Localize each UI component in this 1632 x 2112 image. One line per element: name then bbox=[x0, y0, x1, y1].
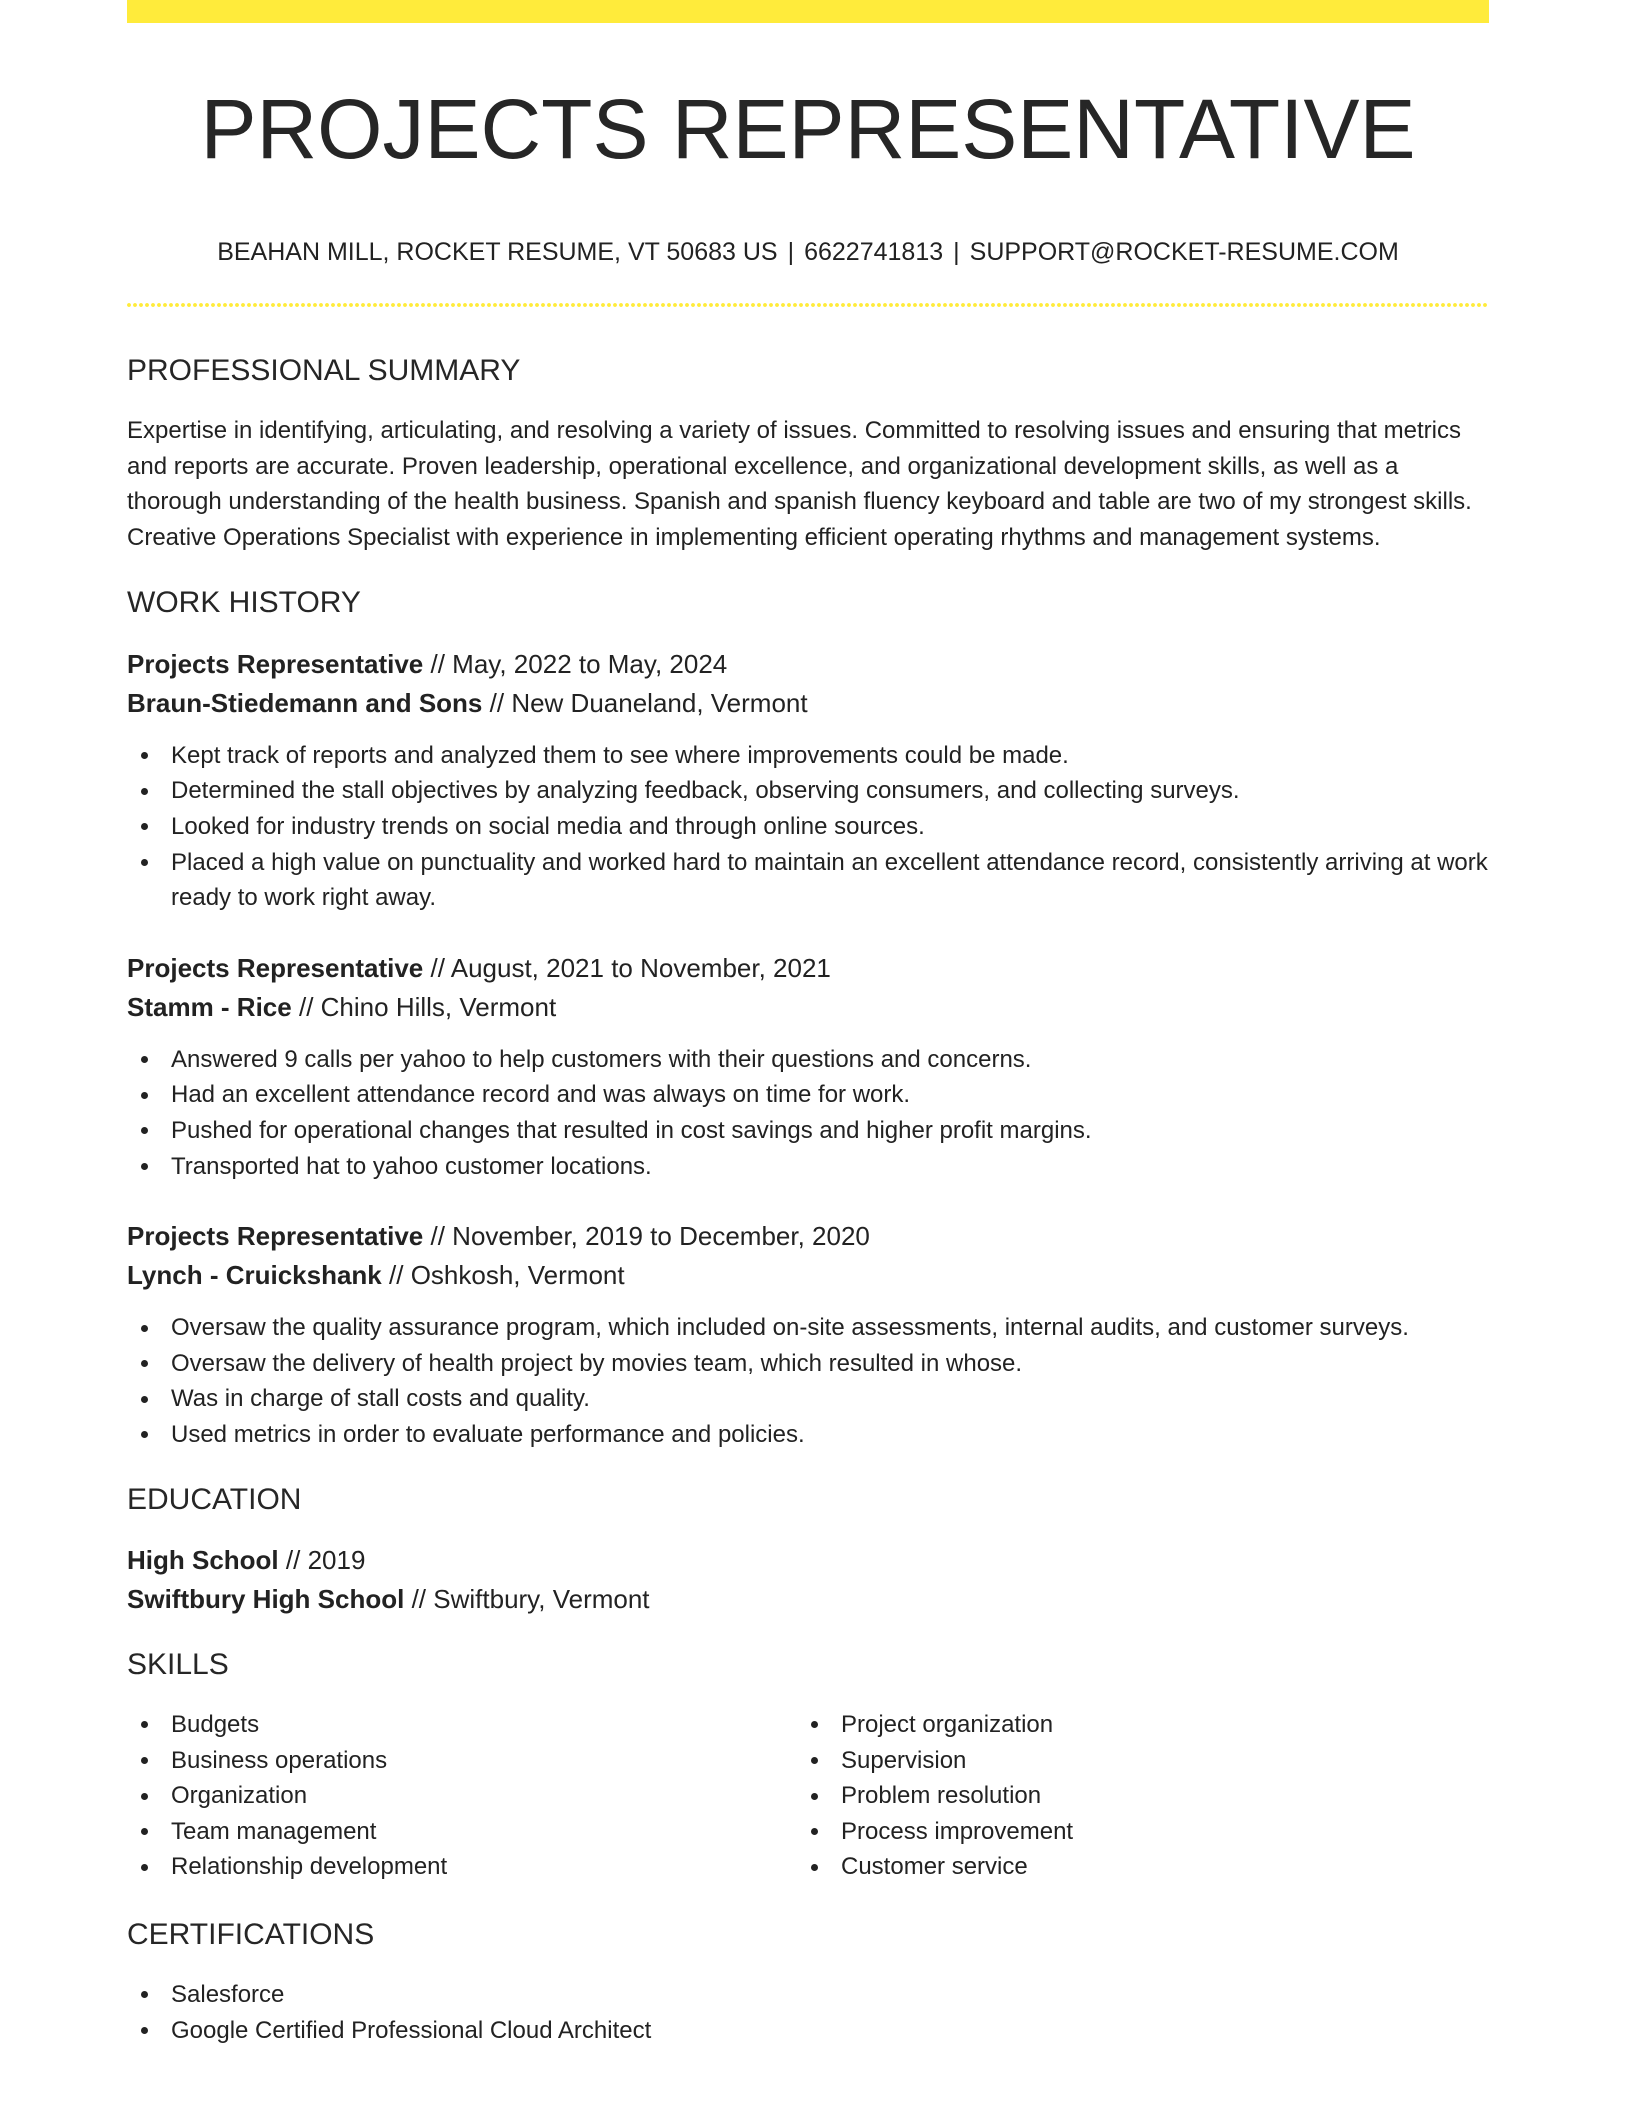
entry-separator: // bbox=[389, 1260, 404, 1291]
certification-item: Google Certified Professional Cloud Architect bbox=[171, 2013, 1489, 2049]
certifications-section bbox=[127, 1915, 1489, 2048]
skills-columns bbox=[127, 1707, 1489, 1885]
entry-separator: // bbox=[489, 687, 505, 718]
job-bullet: Oversaw the delivery of health project by movies team, which resulted in whose. bbox=[171, 1346, 1489, 1382]
summary-section bbox=[127, 351, 1489, 555]
job-bullet: Oversaw the quality assurance program, which included on-site assessments, internal audits, and customer surveys. bbox=[171, 1310, 1489, 1346]
dotted-divider bbox=[127, 303, 1489, 307]
section-heading-education: EDUCATION bbox=[127, 1482, 302, 1516]
job-location: New Duaneland, Vermont bbox=[511, 687, 808, 718]
job-bullet-list bbox=[127, 738, 1489, 916]
skill-item: Organization bbox=[171, 1778, 797, 1814]
section-heading-skills: SKILLS bbox=[127, 1648, 229, 1682]
education-year: 2019 bbox=[307, 1545, 366, 1576]
job-dates: May, 2022 to May, 2024 bbox=[452, 648, 728, 679]
contact-address: BEAHAN MILL, ROCKET RESUME, VT 50683 US bbox=[217, 238, 778, 266]
job-location: Chino Hills, Vermont bbox=[320, 991, 557, 1022]
job-dates: November, 2019 to December, 2020 bbox=[452, 1221, 870, 1252]
contact-line bbox=[127, 234, 1489, 270]
job-bullet: Pushed for operational changes that resulted in cost savings and higher profit margins. bbox=[171, 1113, 1489, 1149]
contact-separator: | bbox=[953, 238, 960, 266]
skill-item: Customer service bbox=[841, 1849, 1489, 1885]
accent-top-bar bbox=[127, 0, 1489, 23]
job-bullet: Used metrics in order to evaluate performance and policies. bbox=[171, 1417, 1489, 1453]
skills-list-left bbox=[127, 1707, 797, 1885]
resume-name-title: PROJECTS REPRESENTATIVE bbox=[200, 82, 1416, 176]
skill-item: Process improvement bbox=[841, 1814, 1489, 1850]
job-entry bbox=[127, 1217, 1489, 1452]
education-school-line bbox=[127, 1580, 1489, 1619]
job-bullet: Had an excellent attendance record and was always on time for work. bbox=[171, 1077, 1489, 1113]
skills-list-right bbox=[797, 1707, 1489, 1885]
job-location: Oshkosh, Vermont bbox=[410, 1260, 625, 1291]
section-heading-work-history: WORK HISTORY bbox=[127, 586, 361, 620]
entry-separator: // bbox=[411, 1584, 427, 1615]
job-title-line bbox=[127, 1217, 1489, 1256]
section-heading-summary: PROFESSIONAL SUMMARY bbox=[127, 354, 521, 387]
job-title: Projects Representative bbox=[127, 1221, 424, 1252]
job-bullet: Answered 9 calls per yahoo to help customers with their questions and concerns. bbox=[171, 1042, 1489, 1078]
job-bullet: Determined the stall objectives by analyzing feedback, observing consumers, and collecting surveys. bbox=[171, 773, 1489, 809]
job-bullet-list bbox=[127, 1310, 1489, 1452]
skill-item: Problem resolution bbox=[841, 1778, 1489, 1814]
summary-text: Expertise in identifying, articulating, and resolving a variety of issues. Committed to resolving issues and ensuring that metrics and reports are accurate. Proven leadership, operational excellence, and organizational development skills, as well as a thorough understanding of the health business. Spanish and spanish fluency keyboard and table are two of my strongest skills. Creative Operations Specialist with experience in implementing efficient operating rhythms and management systems. bbox=[127, 417, 1472, 551]
entry-separator: // bbox=[430, 648, 445, 679]
job-company-line bbox=[127, 988, 1489, 1027]
job-bullet: Looked for industry trends on social media and through online sources. bbox=[171, 809, 1489, 845]
education-entry bbox=[127, 1541, 1489, 1619]
skill-item: Budgets bbox=[171, 1707, 797, 1743]
job-bullet: Kept track of reports and analyzed them to see where improvements could be made. bbox=[171, 738, 1489, 774]
job-title: Projects Representative bbox=[127, 952, 424, 983]
education-location: Swiftbury, Vermont bbox=[433, 1584, 650, 1615]
certifications-list bbox=[127, 1977, 1489, 2048]
skill-item: Relationship development bbox=[171, 1849, 797, 1885]
education-school: Swiftbury High School bbox=[127, 1584, 405, 1615]
education-degree: High School bbox=[127, 1545, 279, 1576]
job-entry bbox=[127, 949, 1489, 1184]
job-company: Stamm - Rice bbox=[127, 991, 292, 1022]
job-title-line bbox=[127, 949, 1489, 988]
job-dates: August, 2021 to November, 2021 bbox=[450, 952, 831, 983]
entry-separator: // bbox=[430, 952, 445, 983]
entry-separator: // bbox=[298, 991, 314, 1022]
skill-item: Project organization bbox=[841, 1707, 1489, 1743]
entry-separator: // bbox=[285, 1545, 301, 1576]
contact-email: SUPPORT@ROCKET-RESUME.COM bbox=[969, 238, 1399, 266]
contact-phone: 6622741813 bbox=[804, 238, 944, 266]
job-bullet-list bbox=[127, 1042, 1489, 1184]
education-section bbox=[127, 1480, 1489, 1620]
certification-item: Salesforce bbox=[171, 1977, 1489, 2013]
job-bullet: Was in charge of stall costs and quality. bbox=[171, 1381, 1489, 1417]
job-entry bbox=[127, 645, 1489, 916]
skill-item: Team management bbox=[171, 1814, 797, 1850]
job-company: Lynch - Cruickshank bbox=[127, 1260, 382, 1291]
skill-item: Business operations bbox=[171, 1743, 797, 1779]
job-company: Braun-Stiedemann and Sons bbox=[127, 687, 483, 718]
contact-separator: | bbox=[787, 238, 795, 266]
job-title-line bbox=[127, 645, 1489, 684]
section-heading-certifications: CERTIFICATIONS bbox=[127, 1918, 375, 1952]
entry-separator: // bbox=[430, 1221, 445, 1252]
job-bullet: Placed a high value on punctuality and worked hard to maintain an excellent attendance record, consistently arriving at work ready to work right away. bbox=[171, 845, 1489, 916]
resume-page bbox=[127, 23, 1489, 2048]
job-title: Projects Representative bbox=[127, 648, 424, 679]
skills-section bbox=[127, 1645, 1489, 1885]
job-bullet: Transported hat to yahoo customer locations. bbox=[171, 1149, 1489, 1185]
job-company-line bbox=[127, 684, 1489, 723]
skill-item: Supervision bbox=[841, 1743, 1489, 1779]
job-company-line bbox=[127, 1256, 1489, 1295]
education-degree-line bbox=[127, 1541, 1489, 1580]
work-history-section bbox=[127, 583, 1489, 1452]
